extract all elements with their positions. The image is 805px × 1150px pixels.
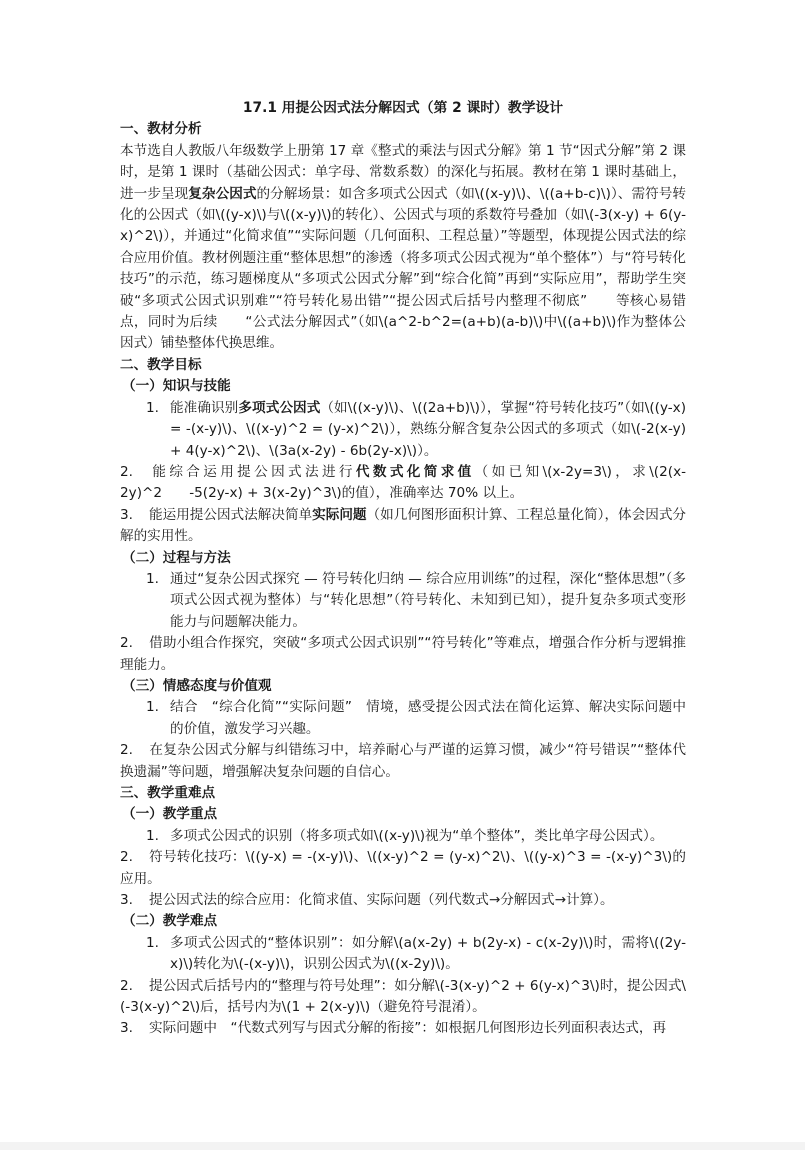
bold-text: 复杂公因式 [188, 185, 257, 202]
section-heading: 一、教材分析 [120, 121, 202, 138]
list-item [120, 976, 686, 1019]
list-item [120, 1018, 686, 1039]
list-number: 1. [146, 699, 159, 716]
text-run: （如\((x-y)\)、\((2a+b)\)），掌握“符号转化技巧”（如\((y-x) = -(x-y)\)、\((x-y)^2 = (y-x)^2\)），熟练分解含复杂公因式的多项式（如\(-2(x-y) + 4(y-x)^2\)、\(3a(x-2y) - 6b(2y-x)\)）。 [170, 399, 687, 459]
page-title: 17.1 用提公因式法分解因式（第 2 课时）教学设计 [242, 100, 564, 116]
text-run: 结合 “综合化简”“实际问题” 情境，感受提公因式法在简化运算、解决实际问题中的价值，激发学习兴趣。 [170, 699, 686, 737]
bold-text: 多项式公因式 [238, 399, 321, 416]
text-run: 能综合运用提公因式法进行 [148, 463, 356, 480]
text-run: 在复杂公因式分解与纠错练习中，培养耐心与严谨的运算习惯，减少“符号错误”“整体代换遗漏”等问题，增强解决复杂问题的自信心。 [120, 742, 686, 780]
list-item [120, 890, 686, 911]
list-item [120, 933, 686, 976]
subsection-heading: （三）情感态度与价值观 [122, 677, 272, 694]
list-item [120, 462, 686, 505]
text-run: 多项式公因式的识别（将多项式如\((x-y)\)视为“单个整体”，类比单字母公因式）。 [170, 827, 664, 844]
section-heading: 二、教学目标 [120, 356, 202, 373]
list-item [120, 505, 686, 548]
text-run: 实际问题中 “代数式列写与因式分解的衔接”：如根据几何图形边长列面积表达式，再 [148, 1020, 667, 1037]
text-run: 的分解场景：如含多项式公因式（如\((x-y)\)、\((a+b-c)\)）、需符号转化的公因式（如\((y-x)\)与\((x-y)\)的转化）、公因式与项的系数符号叠加（如\(-3(x-y) + 6(y-x)^2\)），并通过“化简求值”“实际问题（几何面积、工程总量）”等题型，体现提公因式法的综合应用价值。教材例题注重“整体思想”的渗透（将多项式公因式视为“单个整体”）与“符号转化技巧”的示范，练习题梯度从“多项式公因式分解”到“综合化简”再到“实际应用”，帮助学生突破“多项式公因式识别难”“符号转化易出错”“提公因式后括号内整理不彻底” 等核心易错点，同时为后续 “公式法分解因式”（如\(a^2-b^2=(a+b)(a-b)\)中\((a+b)\)作为整体公因式）铺垫整体代换思维。 [120, 185, 687, 352]
text-run: 多项式公因式的“整体识别”：如分解\(a(x-2y) + b(2y-x) - c(x-2y)\)时，需将\((2y-x)\)转化为\(-(x-y)\)，识别公因式为\((x-2y)\)。 [170, 934, 686, 973]
list-number: 1. [146, 827, 159, 844]
text-run: 本节选自人教版八年级数学上册第 17 章《整式的乘法与因式分解》第 1 节“因式分解”第 2 课时，是第 1 课时（基础公因式：单字母、常数系数）的深化与拓展。教材在第 1 课时基础上，进一步呈现 [120, 142, 686, 202]
subsection-heading: （二）教学难点 [122, 913, 218, 930]
text-run: （如几何图形面积计算、工程总量化简），体会因式分解的实用性。 [120, 506, 687, 545]
text-run: 通过“复杂公因式探究 — 符号转化归纳 — 综合应用训练”的过程，深化“整体思想”（多项式公因式视为整体）与“转化思想”（符号转化、未知到已知），提升复杂多项式变形能力与问题解决能力。 [170, 570, 686, 630]
list-item [120, 826, 686, 847]
list-item [120, 569, 686, 633]
text-run: 能准确识别 [170, 399, 239, 416]
subsection-heading: （一）教学重点 [122, 806, 218, 823]
section-heading: 三、教学重难点 [120, 785, 216, 801]
list-item [120, 633, 686, 676]
list-number: 3. [120, 892, 133, 909]
document-body [120, 98, 686, 1040]
list-number: 1. [146, 934, 159, 951]
list-number: 1. [146, 399, 159, 416]
text-run: 提公因式法的综合应用：化简求值、实际问题（列代数式→分解因式→计算）。 [148, 892, 614, 909]
list-item [120, 740, 686, 783]
text-run: 能运用提公因式法解决简单 [148, 506, 313, 523]
text-run: 借助小组合作探究，突破“多项式公因式识别”“符号转化”等难点，增强合作分析与逻辑推理能力。 [120, 635, 686, 673]
subsection-heading: （一）知识与技能 [122, 378, 231, 395]
list-number: 1. [146, 570, 159, 587]
list-number: 3. [120, 506, 133, 523]
list-number: 2. [120, 635, 133, 652]
list-item [120, 398, 686, 462]
list-item [120, 847, 686, 890]
text-run: 提公因式后括号内的“整理与符号处理”：如分解\(-3(x-y)^2 + 6(y-x)^3\)时，提公因式\(-3(x-y)^2\)后，括号内为\(1 + 2(x-y)\)（避免符号混淆）。 [120, 977, 686, 1016]
paragraph [120, 141, 686, 355]
list-number: 2. [120, 849, 133, 866]
subsection-heading: （二）过程与方法 [122, 549, 231, 566]
list-number: 3. [120, 1020, 133, 1037]
bold-text: 代数式化简求值 [355, 463, 475, 480]
list-item [120, 697, 686, 740]
list-number: 2. [120, 977, 133, 994]
bold-text: 实际问题 [312, 506, 367, 523]
list-number: 2. [120, 742, 133, 759]
list-number: 2. [120, 463, 133, 480]
text-run: 符号转化技巧：\((y-x) = -(x-y)\)、\((x-y)^2 = (y-x)^2\)、\((y-x)^3 = -(x-y)^3\)的应用。 [120, 849, 686, 887]
text-run: （如已知\(x-2y=3\)，求\(2(x-2y)^2 -5(2y-x) + 3(x-2y)^3\)的值），准确率达 70% 以上。 [120, 463, 687, 502]
